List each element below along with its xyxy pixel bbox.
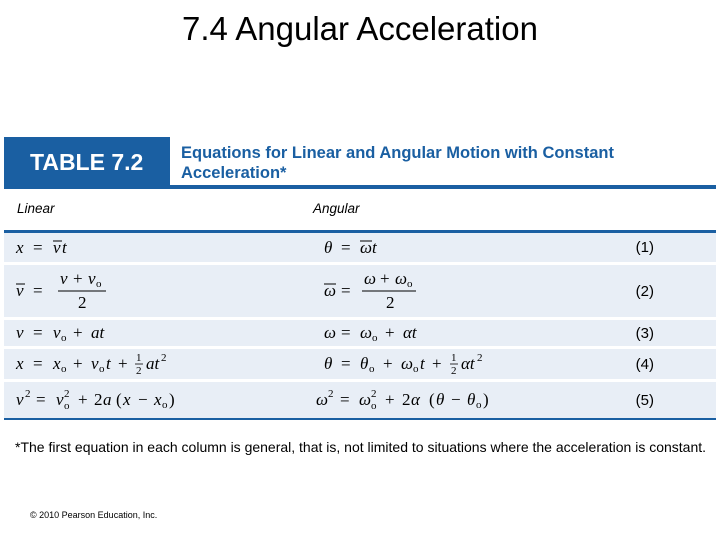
table-row — [4, 265, 716, 320]
svg-text:=: = — [33, 281, 43, 300]
svg-text:o: o — [369, 363, 375, 375]
angular-equation — [312, 349, 502, 379]
copyright-notice: © 2010 Pearson Education, Inc. — [30, 510, 158, 520]
svg-text:=: = — [340, 390, 350, 409]
linear-equation — [16, 349, 196, 379]
svg-text:2: 2 — [402, 390, 411, 409]
svg-text:x: x — [154, 390, 162, 409]
svg-text:o: o — [96, 278, 102, 290]
svg-text:+: + — [78, 390, 88, 409]
svg-text:θ: θ — [360, 354, 369, 373]
svg-text:(: ( — [116, 390, 122, 409]
slide-title: 7.4 Angular Acceleration — [182, 10, 538, 47]
svg-text:ω: ω — [316, 390, 329, 409]
svg-text:x: x — [123, 390, 131, 409]
svg-text:2: 2 — [78, 293, 87, 312]
svg-text:1: 1 — [451, 352, 457, 364]
column-header-linear: Linear — [17, 201, 55, 216]
svg-text:+: + — [73, 323, 83, 342]
svg-text:θ: θ — [324, 354, 333, 373]
svg-text:+: + — [73, 354, 83, 373]
table-row — [4, 230, 716, 265]
svg-text:αt: αt — [403, 323, 417, 342]
svg-text:2: 2 — [161, 352, 167, 364]
table-caption: Equations for Linear and Angular Motion with Constant Acceleration* — [181, 144, 614, 182]
table-row — [4, 320, 716, 349]
svg-text:t: t — [420, 354, 425, 373]
svg-text:o: o — [99, 363, 105, 375]
svg-text:−: − — [138, 390, 148, 409]
column-header-angular: Angular — [313, 201, 360, 216]
svg-text:=: = — [341, 237, 351, 257]
table-label: TABLE 7.2 — [30, 149, 144, 175]
angular-equation — [312, 233, 402, 262]
svg-text:o: o — [372, 332, 378, 344]
svg-text:v: v — [56, 390, 64, 409]
svg-text:ω: ω — [364, 269, 377, 288]
equation-number: (2) — [635, 282, 654, 300]
linear-equation — [16, 320, 136, 346]
svg-text:ω: ω — [395, 269, 408, 288]
svg-text:+: + — [380, 269, 390, 288]
linear-equation — [16, 265, 126, 317]
svg-text:ω: ω — [360, 237, 373, 257]
svg-text:o: o — [476, 399, 482, 411]
svg-text:=: = — [33, 237, 43, 257]
svg-text:(: ( — [429, 390, 435, 409]
svg-text:v: v — [16, 323, 24, 342]
svg-text:+: + — [118, 354, 128, 373]
svg-text:x: x — [16, 354, 24, 373]
svg-text:): ) — [169, 390, 175, 409]
svg-text:=: = — [33, 354, 43, 373]
svg-text:=: = — [341, 281, 351, 300]
svg-text:2: 2 — [451, 365, 457, 377]
svg-text:+: + — [73, 269, 83, 288]
svg-text:o: o — [162, 399, 168, 411]
angular-equation — [312, 320, 442, 346]
svg-text:o: o — [413, 363, 419, 375]
svg-text:1: 1 — [136, 352, 142, 364]
svg-text:+: + — [432, 354, 442, 373]
equation-number: (4) — [635, 355, 654, 373]
svg-text:v: v — [60, 269, 68, 288]
equation-table — [4, 230, 716, 420]
svg-text:ω: ω — [324, 323, 337, 342]
table-row — [4, 382, 716, 420]
svg-text:v: v — [16, 390, 24, 409]
table-header-rule — [170, 185, 716, 189]
svg-text:ω: ω — [324, 281, 337, 300]
table-row — [4, 349, 716, 382]
svg-text:θ: θ — [436, 390, 445, 409]
svg-text:2: 2 — [94, 390, 103, 409]
svg-text:+: + — [383, 354, 393, 373]
svg-text:v: v — [53, 237, 61, 257]
linear-equation — [16, 382, 206, 418]
svg-text:2: 2 — [25, 388, 31, 400]
svg-text:=: = — [33, 323, 43, 342]
svg-text:t: t — [372, 237, 377, 257]
svg-text:v: v — [16, 281, 24, 300]
svg-text:αt: αt — [461, 354, 475, 373]
svg-text:o: o — [407, 278, 413, 290]
svg-text:x: x — [53, 354, 61, 373]
svg-text:t: t — [62, 237, 67, 257]
svg-text:−: − — [451, 390, 461, 409]
svg-text:2: 2 — [477, 352, 483, 364]
svg-text:2: 2 — [386, 293, 395, 312]
table-label-badge — [4, 137, 170, 189]
equation-number: (5) — [635, 391, 654, 409]
svg-text:α: α — [411, 390, 420, 409]
svg-text:at: at — [91, 323, 105, 342]
svg-text:2: 2 — [64, 388, 70, 400]
svg-text:v: v — [91, 354, 99, 373]
linear-equation — [16, 233, 106, 262]
svg-text:ω: ω — [360, 323, 373, 342]
svg-text:=: = — [341, 354, 351, 373]
svg-text:2: 2 — [371, 388, 377, 400]
svg-text:θ: θ — [467, 390, 476, 409]
table-header — [4, 137, 716, 189]
svg-text:): ) — [483, 390, 489, 409]
svg-text:o: o — [371, 400, 377, 412]
svg-text:x: x — [16, 237, 24, 257]
svg-text:ω: ω — [401, 354, 414, 373]
svg-text:+: + — [385, 390, 395, 409]
svg-text:2: 2 — [136, 365, 142, 377]
svg-text:+: + — [385, 323, 395, 342]
svg-text:at: at — [146, 354, 160, 373]
svg-text:2: 2 — [328, 388, 334, 400]
svg-text:=: = — [36, 390, 46, 409]
svg-text:v: v — [88, 269, 96, 288]
svg-text:o: o — [61, 363, 67, 375]
svg-text:o: o — [61, 332, 67, 344]
svg-text:v: v — [53, 323, 61, 342]
equation-number: (3) — [635, 324, 654, 342]
svg-text:o: o — [64, 400, 70, 412]
svg-text:t: t — [106, 354, 111, 373]
equation-number: (1) — [635, 239, 654, 256]
svg-text:θ: θ — [324, 237, 333, 257]
svg-text:a: a — [103, 390, 112, 409]
svg-text:ω: ω — [359, 390, 372, 409]
svg-text:=: = — [341, 323, 351, 342]
angular-equation — [312, 265, 432, 317]
table-footnote: *The first equation in each column is general, that is, not limited to situations where the acceleration is constant. — [15, 439, 707, 455]
angular-equation — [312, 382, 502, 418]
